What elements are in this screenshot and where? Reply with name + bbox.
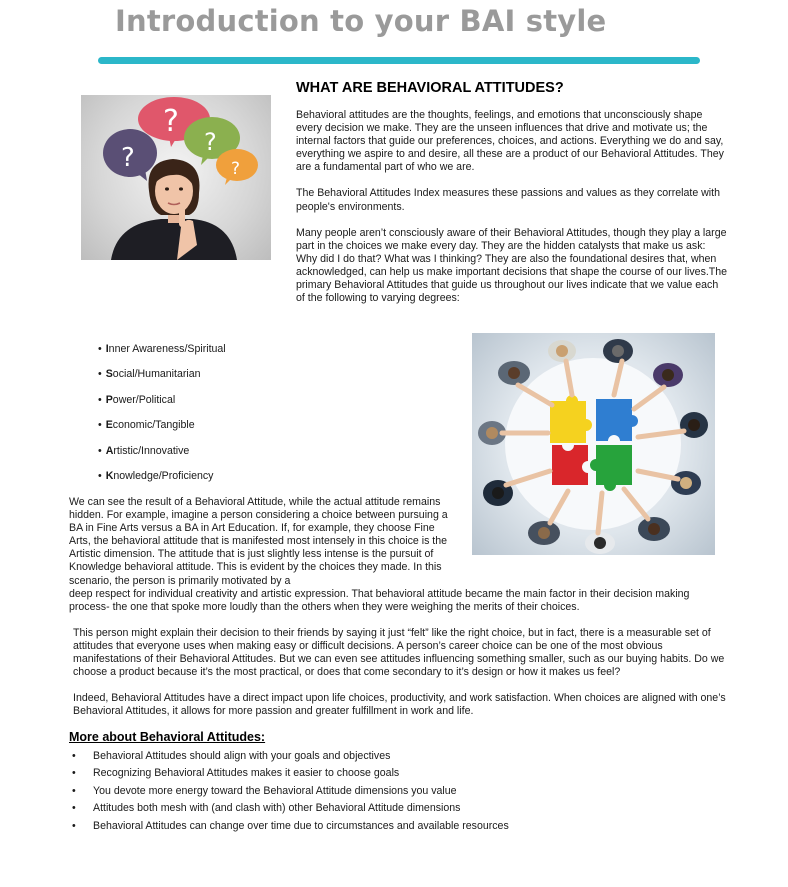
bullet: • <box>72 802 76 815</box>
list-item <box>72 784 509 801</box>
bullet: • <box>98 469 102 482</box>
bullet: • <box>98 419 102 432</box>
attitude-initial: S <box>105 368 113 381</box>
page-title: Introduction to your BAI style <box>115 4 607 38</box>
more-heading: More about Behavioral Attitudes: <box>69 730 266 744</box>
attitude-label: conomic/Tangible <box>112 419 195 432</box>
attitude-label: ocial/Humanitarian <box>112 368 201 381</box>
example-paragraph: We can see the result of a Behavioral Attitude, while the actual attitude remains hidden. For example, imagine a person considering a choice between pursuing a BA in Fine Arts versus a BA in Art Education. If, for example, they choose Fine Arts, the behavioral attitude that is manifested most intensely in this choice is the Artistic dimension. The attitude that is just slightly less intense is the pursuit of Knowledge behavioral attitude. This is evident by the choices they made. In this scenario, the person is primarily motivated by a <box>69 496 448 587</box>
puzzle-piece-yellow <box>550 395 592 443</box>
felt-paragraph: This person might explain their decision to their friends by saying it just “felt” like the right choice, but in fact, there is a measurable set of attitudes that everyone uses when making easy or difficult decisions. A person’s career choice can be one of the most obvious manifestations of their Behavioral Attitudes. But we can even see attitudes influencing something smaller, such as our buying habits. Do we choose a product because it’s the most practical, or does that come secondary to it’s design or how it makes us feel? <box>73 627 725 679</box>
team-puzzle-image <box>472 333 715 555</box>
attitude-list <box>98 341 226 493</box>
question-mark-icon: ? <box>204 128 217 156</box>
puzzle-piece-green <box>590 445 632 491</box>
list-item-text: Attitudes both mesh with (and clash with) other Behavioral Attitude dimensions <box>93 802 461 815</box>
question-mark-icon: ? <box>121 143 135 173</box>
question-mark-icon: ? <box>163 104 179 139</box>
example-paragraph-continued: deep respect for individual creativity and artistic expression. That behavioral attitude became the main factor in their decision making process- the one that spoke more loudly than the others when they were weighing the merits of their choices. <box>69 588 690 614</box>
bullet: • <box>72 767 76 780</box>
attitude-label: nowledge/Proficiency <box>113 469 214 482</box>
attitude-initial: I <box>105 343 109 355</box>
intro-paragraph: The Behavioral Attitudes Index measures these passions and values as they correlate with people's environments. <box>296 187 720 213</box>
bullet: • <box>72 784 76 797</box>
list-item <box>98 392 226 417</box>
puzzle-piece-blue <box>596 399 638 441</box>
impact-paragraph: Indeed, Behavioral Attitudes have a direct impact upon life choices, productivity, and work satisfaction. When choices are aligned with one’s Behavioral Attitudes, it allows for more passion and greater fulfillment in work and life. <box>73 692 726 718</box>
thinking-woman-image <box>81 95 271 260</box>
question-mark-icon: ? <box>231 159 241 179</box>
bullet: • <box>72 750 76 762</box>
list-item <box>72 819 509 836</box>
title-divider <box>98 57 700 64</box>
list-item <box>72 801 509 818</box>
more-list <box>72 749 509 836</box>
list-item <box>98 341 226 366</box>
attitude-initial: P <box>105 393 113 406</box>
bullet: • <box>98 393 102 406</box>
list-item <box>98 468 226 493</box>
attitude-initial: A <box>105 444 114 457</box>
list-item-text: Behavioral Attitudes should align with your goals and objectives <box>93 750 391 762</box>
list-item-text: Behavioral Attitudes can change over time due to circumstances and available resources <box>93 819 509 832</box>
list-item <box>72 749 509 766</box>
list-item-text: You devote more energy toward the Behavioral Attitude dimensions you value <box>93 784 457 797</box>
attitude-label: rtistic/Innovative <box>113 444 190 457</box>
list-item <box>98 366 226 391</box>
intro-paragraph: Many people aren’t consciously aware of their Behavioral Attitudes, though they play a large part in the choices we make every day. They are the hidden catalysts that make us ask: Why did I do that? What was I thinking? They are also the foundational desires that, when acknowledged, can help us make important decisions that shape the course of our lives.The primary Behavioral Attitudes that guide us throughout our lives indicate that we value each of the following to varying degrees: <box>296 226 728 305</box>
attitude-label: nner Awareness/Spiritual <box>108 343 226 355</box>
list-item <box>98 417 226 442</box>
section-heading: WHAT ARE BEHAVIORAL ATTITUDES? <box>296 80 564 96</box>
bullet: • <box>98 343 102 355</box>
intro-text <box>296 109 728 318</box>
bullet: • <box>72 819 76 832</box>
attitude-label: ower/Political <box>112 393 176 406</box>
attitude-initial: K <box>105 469 114 482</box>
list-item <box>98 443 226 468</box>
bullet: • <box>98 444 102 457</box>
bullet: • <box>98 368 102 381</box>
list-item <box>72 766 509 783</box>
intro-paragraph: Behavioral attitudes are the thoughts, feelings, and emotions that unconsciously shape every decision we make. They are the unseen influences that drive and motivate us; the internal factors that guide our preferences, choices, and actions. Everything we do and say, everything we aspire to and desire, all these are a product of our Behavioral Attitudes. They are a fundamental part of who we are. <box>296 109 724 174</box>
list-item-text: Recognizing Behavioral Attitudes makes it easier to choose goals <box>93 767 400 780</box>
attitude-initial: E <box>105 419 113 432</box>
